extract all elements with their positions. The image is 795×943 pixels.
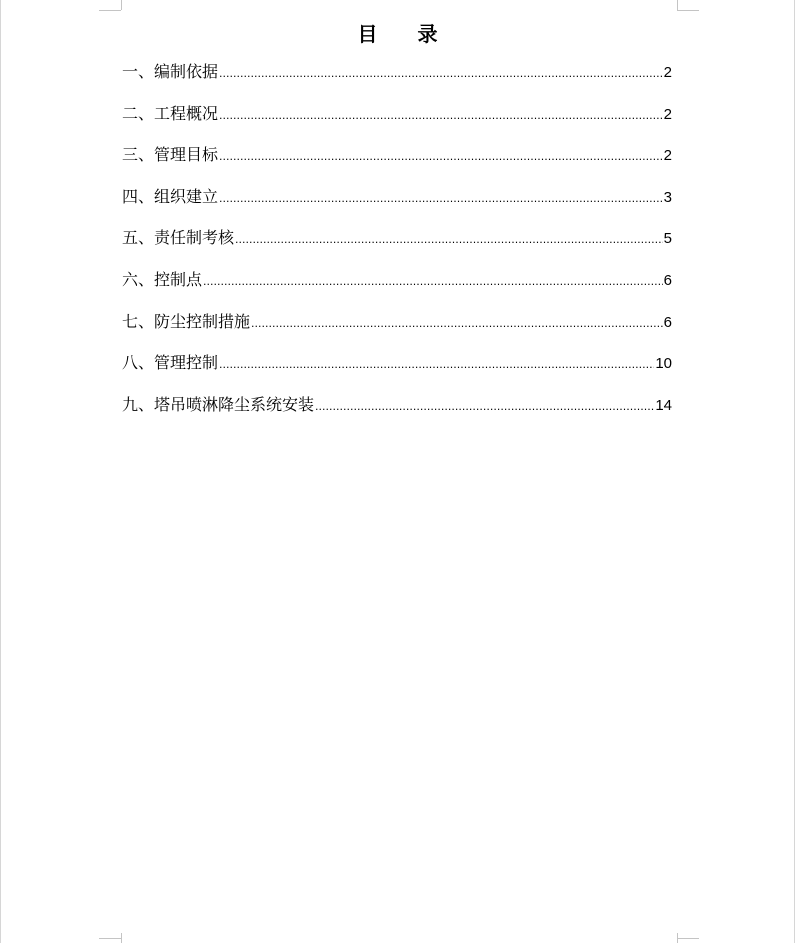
toc-dot-leader <box>203 271 663 293</box>
toc-dot-leader <box>219 354 654 376</box>
crop-mark-top-right <box>677 10 699 11</box>
toc-heading <box>1 18 794 47</box>
crop-mark-bottom-right-v <box>677 933 678 943</box>
toc-entry[interactable] <box>122 186 672 228</box>
toc-entry-label: 一、编制依据 <box>122 62 219 81</box>
toc-entry[interactable] <box>122 311 672 353</box>
toc-entry-label: 二、工程概况 <box>122 103 219 123</box>
toc-entry-page: 10 <box>655 355 672 373</box>
toc-entry-label: 三、管理目标 <box>122 145 219 165</box>
crop-mark-top-left <box>99 10 121 11</box>
toc-entry-page: 6 <box>663 313 672 331</box>
toc-list <box>122 61 672 435</box>
toc-dot-leader <box>219 146 663 168</box>
crop-mark-top-right-v <box>677 0 678 10</box>
toc-heading-part2: 录 <box>417 22 438 46</box>
toc-entry-label: 六、控制点 <box>122 269 203 289</box>
toc-entry-page: 5 <box>663 230 672 248</box>
toc-dot-leader <box>219 63 663 85</box>
crop-mark-bottom-left <box>99 938 121 939</box>
toc-entry-page: 6 <box>663 271 672 289</box>
crop-mark-top-left-v <box>121 0 122 10</box>
toc-entry-label: 九、塔吊喷淋降尘系统安装 <box>122 394 315 414</box>
toc-entry-page: 14 <box>655 396 672 414</box>
toc-dot-leader <box>219 188 663 210</box>
toc-entry-label: 五、责任制考核 <box>122 228 235 248</box>
toc-entry[interactable] <box>122 352 672 394</box>
crop-mark-bottom-right <box>677 938 699 939</box>
toc-heading-part1: 目 <box>357 22 378 46</box>
toc-entry[interactable] <box>122 394 672 436</box>
toc-entry[interactable] <box>122 144 672 186</box>
toc-entry[interactable] <box>122 269 672 311</box>
toc-entry[interactable] <box>122 61 672 103</box>
toc-dot-leader <box>235 229 663 251</box>
toc-dot-leader <box>219 105 663 127</box>
toc-entry-page: 3 <box>663 188 672 206</box>
toc-dot-leader <box>315 396 654 418</box>
toc-entry-page: 2 <box>663 105 672 123</box>
toc-entry-label: 四、组织建立 <box>122 186 219 206</box>
crop-mark-bottom-left-v <box>121 933 122 943</box>
toc-entry-label: 八、管理控制 <box>122 353 219 373</box>
toc-entry-page: 2 <box>663 64 672 81</box>
toc-entry[interactable] <box>122 103 672 145</box>
toc-entry[interactable] <box>122 227 672 269</box>
toc-entry-page: 2 <box>663 147 672 165</box>
toc-entry-label: 七、防尘控制措施 <box>122 311 251 331</box>
toc-dot-leader <box>251 313 663 335</box>
